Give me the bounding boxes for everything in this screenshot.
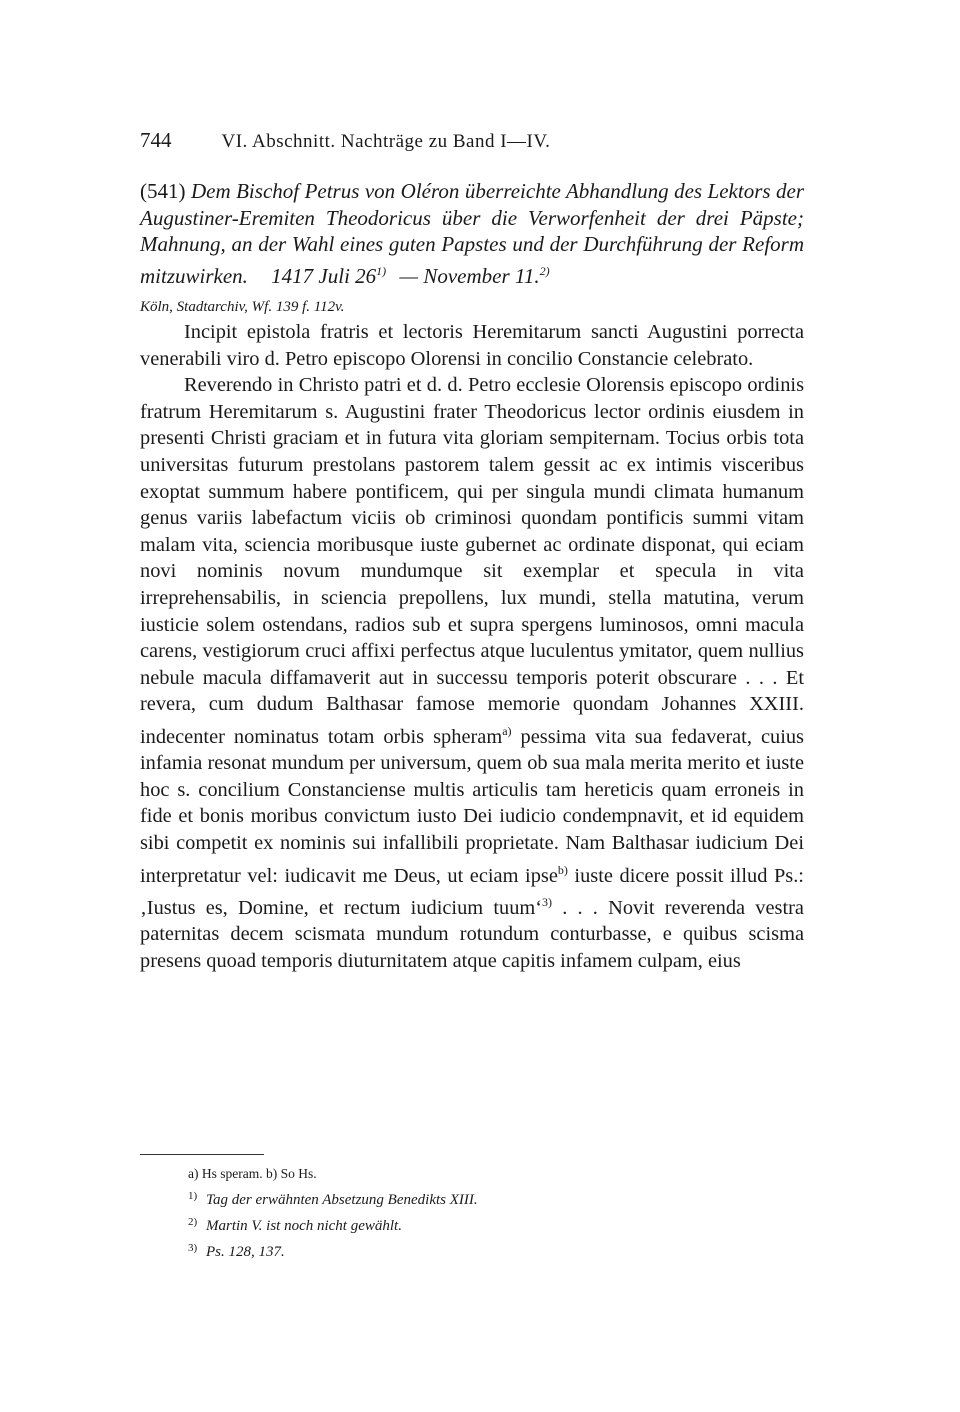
letter-text-b: pessima vita sua fedaverat, cuius infamia resonat mundum per universum, quem ob sua mala merita merito et iuste hoc s. concilium Constanciense multis articulis tam hereticis quam erroneis in fide et bonis moribus convictum iusto Dei iudicio condempnavit, et id equidem sibi competit ex nominis sui infallibili proprietate. Nam Balthasar iudicium Dei interpretatur vel: iudicavit me Deus, ut eciam ipse xyxy=(140,725,804,887)
variant-ref-a: a) xyxy=(502,723,512,738)
entry-date-start: 1417 Juli 26 xyxy=(271,263,377,288)
footnotes xyxy=(140,1154,804,1263)
footnote-ref-3: 3) xyxy=(542,895,553,910)
footnote-ref-1: 1) xyxy=(376,263,387,278)
footnote-mark: 1) xyxy=(188,1190,198,1202)
entry-number: (541) xyxy=(140,179,186,203)
entry-title-text: Dem Bischof Petrus von Oléron überreichte Abhandlung des Lektors der Augustiner-Eremiten Theodoricus über die Verworfenheit der drei Päpste; Mahnung, an der Wahl eines guten Papstes und der Durchführung der Reform mitzuwirken. xyxy=(140,179,805,288)
incipit-paragraph: Incipit epistola fratris et lectoris Heremitarum sancti Augustini porrecta venerabili viro d. Petro episcopo Olorensi in concilio Constancie celebrato. xyxy=(140,321,804,370)
variant-ref-b: b) xyxy=(557,862,568,877)
footnote-1 xyxy=(188,1185,804,1211)
page xyxy=(140,128,804,975)
page-number: 744 xyxy=(140,128,172,152)
letter-text-d: . . . Novit reverenda vestra paternitas decem scismata mundum rotundum conturbasse, e quibus scisma presens quoad temporis diuturnitatem atque capitis infamem culpam, eius xyxy=(140,896,804,973)
letter-text-a: Reverendo in Christo patri et d. d. Petro ecclesie Olorensis episcopo ordinis fratrum Heremitarum s. Augustini frater Theodoricus lector ordinis eiusdem in presenti Christi graciam et in futura vita gloriam sempiternam. Tocius orbis tota universitas futurum prestolans pastorem talem gessit ac ex intimis visceribus exoptat summum habere pontificem, qui per singula mundi climata humanum genus variis labefactum viciis ob criminosi quondam pontificis summi vitam malam vita, sciencia moribusque iuste gubernet ac ordinate disponat, qui eciam novi nominis novum mundumque sit exemplar et specula in vita irreprehensabilis, in sciencia prepollens, lux mundi, stella matutina, verum iusticie solem ostendans, radios sub et supra spergens luminosos, omni macula carens, vestigiorum cruci affixi perfectus atque luculentus ymitator, quem nullius nebule macula diffamaverit aut in successu temporis poterit obscurare . . . Et revera, cum dudum Balthasar famose memorie quondam Johannes XXIII. indecenter nominatus totam orbis spheram xyxy=(140,374,804,748)
footnote-3 xyxy=(188,1237,804,1263)
variant-notes: a) Hs speram. b) So Hs. xyxy=(188,1166,317,1181)
footnote-text: Ps. 128, 137. xyxy=(206,1244,285,1260)
footnote-mark: 2) xyxy=(188,1216,198,1228)
footnote-text: Tag der erwähnten Absetzung Benedikts XIII. xyxy=(206,1192,478,1208)
footnote-2 xyxy=(188,1211,804,1237)
running-head xyxy=(140,128,804,164)
entry-title xyxy=(140,178,804,289)
footnote-text: Martin V. ist noch nicht gewählt. xyxy=(206,1218,402,1234)
footnote-ref-2: 2) xyxy=(539,263,550,278)
letter-paragraph xyxy=(140,372,804,974)
footnote-mark: 3) xyxy=(188,1242,198,1254)
entry-date-end: — November 11. xyxy=(399,263,540,288)
running-head-title: VI. Abschnitt. Nachträge zu Band I—IV. xyxy=(221,131,551,152)
footnote-rule xyxy=(140,1154,264,1155)
letter-text-c: iuste dicere possit illud Ps.: ‚Iustus es, Domine, et rectum iudicium tuum‘ xyxy=(140,864,804,919)
body-text xyxy=(140,319,804,975)
source-citation: Köln, Stadtarchiv, Wf. 139 f. 112v. xyxy=(140,299,345,315)
